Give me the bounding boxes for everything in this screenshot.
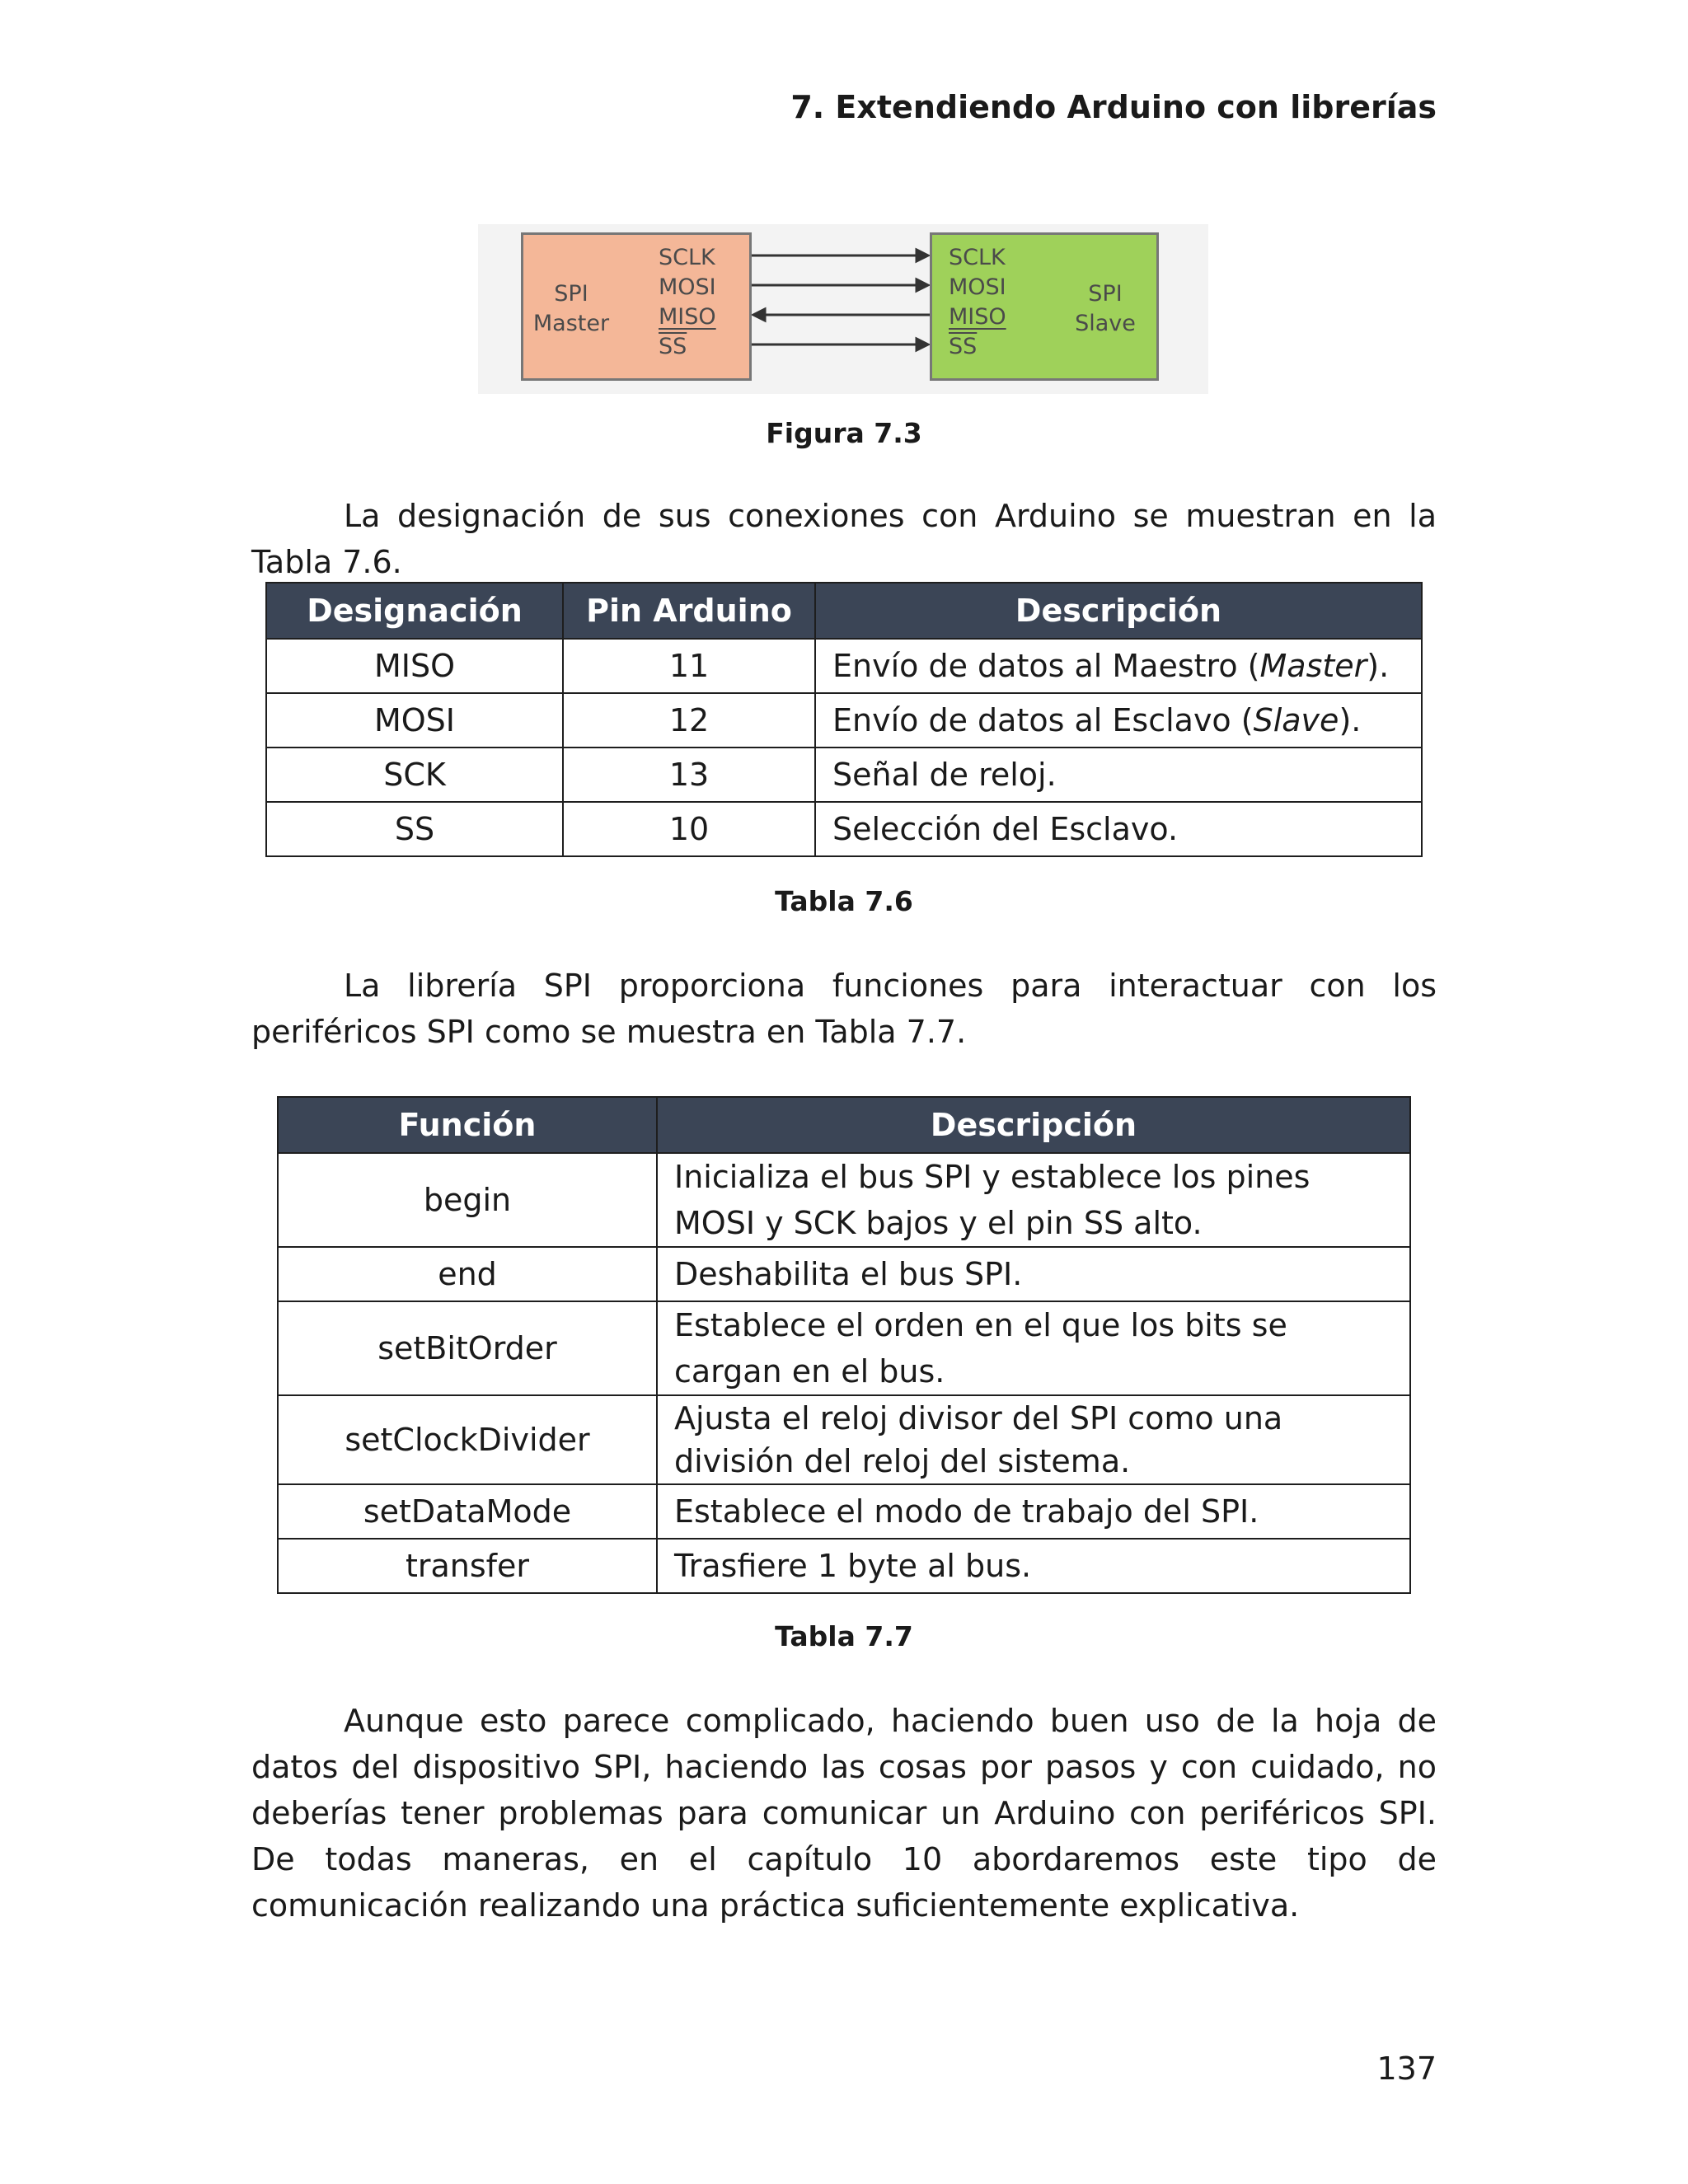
- slave-pin-miso: MISO: [949, 304, 1006, 330]
- ss-arrowhead: [917, 339, 928, 350]
- description-text: ).: [1367, 648, 1390, 684]
- description-cell: Deshabilita el bus SPI.: [657, 1247, 1410, 1301]
- paragraph-2: La librería SPI proporciona funciones para interactuar con los periféricos SPI como se muestra en Tabla 7.7.: [251, 968, 1437, 1050]
- designation-cell: SS: [266, 802, 563, 856]
- designation-cell: SCK: [266, 748, 563, 802]
- slave-pin-sclk: SCLK: [949, 245, 1006, 270]
- table-row: [278, 1301, 1410, 1395]
- slave-pin-labels: [949, 243, 1006, 362]
- miso-arrowhead: [753, 309, 765, 321]
- description-text: Envío de datos al Esclavo (: [832, 702, 1254, 738]
- slave-pin-mosi: MOSI: [949, 274, 1006, 300]
- table-row: [278, 1539, 1410, 1593]
- slave-role-line: Slave: [1075, 311, 1136, 336]
- slave-role-label: [1064, 279, 1146, 339]
- master-pin-mosi: MOSI: [659, 274, 716, 300]
- pin-cell: 12: [563, 693, 815, 748]
- table-header-row: [278, 1097, 1410, 1153]
- table-row: [278, 1247, 1410, 1301]
- function-cell: setDataMode: [278, 1484, 657, 1539]
- master-role-line: Master: [532, 311, 610, 336]
- table-row: [266, 802, 1422, 856]
- table-7-7-caption: Tabla 7.7: [775, 1620, 913, 1652]
- description-cell: [815, 748, 1422, 802]
- description-cell: Trasfiere 1 byte al bus.: [657, 1539, 1410, 1593]
- sclk-arrowhead: [917, 250, 928, 261]
- master-role-line: SPI: [554, 281, 588, 307]
- designation-cell: MOSI: [266, 693, 563, 748]
- function-cell: setBitOrder: [278, 1301, 657, 1395]
- spi-diagram: [478, 224, 1208, 394]
- column-header: Pin Arduino: [563, 583, 815, 639]
- table-row: [266, 748, 1422, 802]
- table-header-row: [266, 583, 1422, 639]
- master-role-label: [532, 279, 611, 339]
- function-cell: end: [278, 1247, 657, 1301]
- table-row: [266, 693, 1422, 748]
- spi-slave-box: [930, 232, 1159, 381]
- slave-role-line: SPI: [1088, 281, 1123, 307]
- description-text: Selección del Esclavo.: [832, 811, 1179, 847]
- column-header: Descripción: [657, 1097, 1410, 1153]
- table-row: [278, 1484, 1410, 1539]
- description-cell: [815, 693, 1422, 748]
- column-header: Función: [278, 1097, 657, 1153]
- table-7-6: [265, 582, 1423, 857]
- master-pin-sclk: SCLK: [659, 245, 715, 270]
- function-cell: setClockDivider: [278, 1395, 657, 1484]
- master-pin-labels: [659, 243, 716, 362]
- description-text: Señal de reloj.: [832, 757, 1057, 793]
- description-text: Envío de datos al Maestro (: [832, 648, 1260, 684]
- description-emphasis: Master: [1259, 648, 1367, 684]
- paragraph-3: Aunque esto parece complicado, haciendo buen uso de la hoja de datos del dispositivo SPI, haciendo las cosas por pasos y con cuidado, no deberías tener problemas para comunicar un Arduino con periféricos SPI. De todas maneras, en el capítulo 10 abordaremos este tipo de comunicación realizando una práctica suficientemente explicativa.: [251, 1703, 1437, 1924]
- chapter-title: 7. Extendiendo Arduino con librerías: [790, 89, 1437, 125]
- paragraph-1: La designación de sus conexiones con Arduino se muestran en la Tabla 7.6.: [251, 498, 1437, 580]
- connection-arrows: [752, 232, 930, 381]
- page-number: 137: [1376, 2050, 1437, 2087]
- pin-cell: 13: [563, 748, 815, 802]
- table-7-7: [277, 1096, 1411, 1594]
- description-text: ).: [1339, 702, 1362, 738]
- mosi-arrowhead: [917, 279, 928, 291]
- spi-master-box: [521, 232, 752, 381]
- description-cell: Establece el modo de trabajo del SPI.: [657, 1484, 1410, 1539]
- pin-cell: 11: [563, 639, 815, 693]
- table-7-6-caption: Tabla 7.6: [775, 885, 913, 917]
- description-cell: Ajusta el reloj divisor del SPI como una división del reloj del sistema.: [657, 1395, 1410, 1484]
- column-header: Descripción: [815, 583, 1422, 639]
- figure-caption: Figura 7.3: [766, 417, 922, 449]
- function-cell: begin: [278, 1153, 657, 1247]
- description-cell: Inicializa el bus SPI y establece los pines MOSI y SCK bajos y el pin SS alto.: [657, 1153, 1410, 1247]
- table-row: [278, 1395, 1410, 1484]
- slave-pin-ss: $\overline{SS}$: [949, 334, 978, 359]
- column-header: Designación: [266, 583, 563, 639]
- description-cell: [815, 639, 1422, 693]
- table-row: [266, 639, 1422, 693]
- pin-cell: 10: [563, 802, 815, 856]
- master-pin-miso: MISO: [659, 304, 716, 330]
- table-row: [278, 1153, 1410, 1247]
- description-cell: [815, 802, 1422, 856]
- designation-cell: MISO: [266, 639, 563, 693]
- description-emphasis: Slave: [1253, 702, 1339, 738]
- function-cell: transfer: [278, 1539, 657, 1593]
- description-cell: Establece el orden en el que los bits se cargan en el bus.: [657, 1301, 1410, 1395]
- master-pin-ss: $\overline{SS}$: [659, 334, 687, 359]
